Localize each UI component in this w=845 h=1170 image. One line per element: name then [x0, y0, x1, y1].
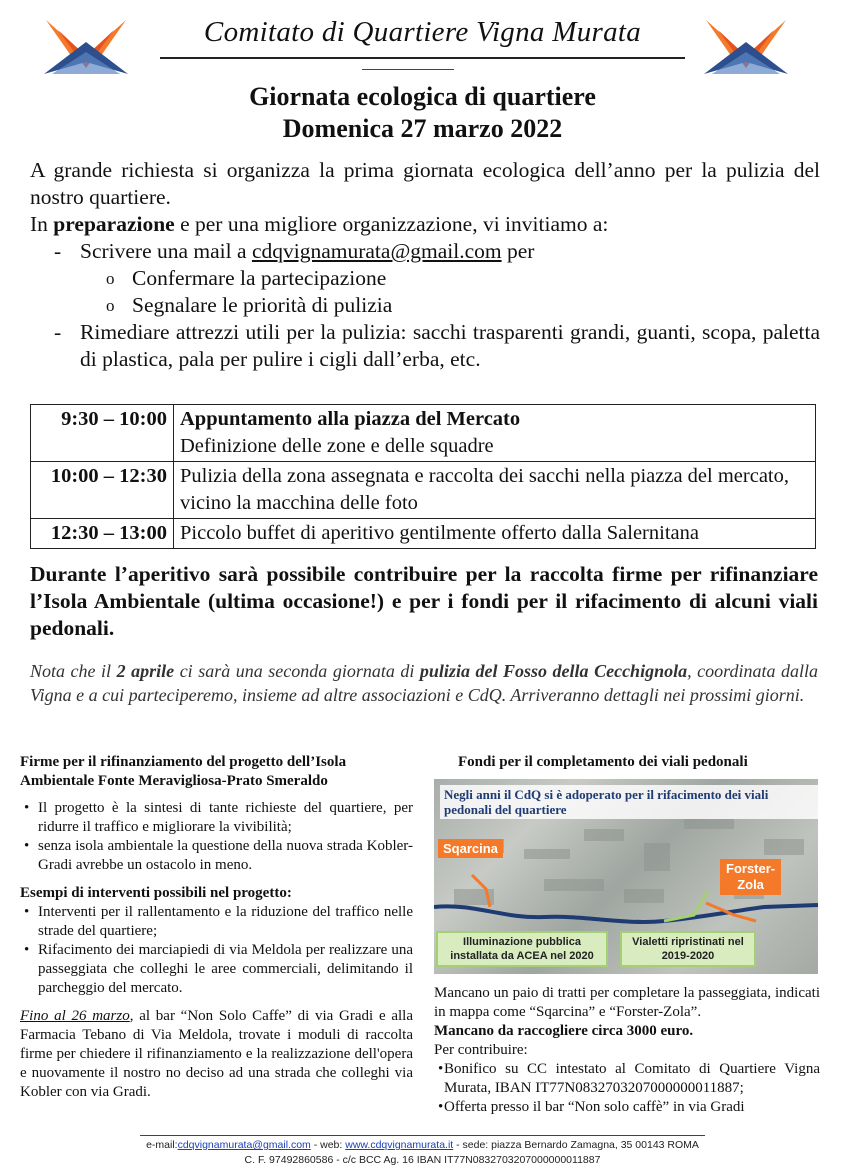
right-logo-icon [704, 16, 788, 76]
footer-divider [140, 1135, 705, 1136]
label-vialetti: Vialetti ripristinati nel 2019-2020 [620, 931, 756, 967]
left-logo-icon [44, 16, 128, 76]
organization-title: Comitato di Quartiere Vigna Murata [203, 16, 642, 48]
examples-heading: Esempi di interventi possibili nel progetto: [20, 885, 292, 901]
intro-paragraph: A grande richiesta si organizza la prima giornata ecologica dell’anno per la pulizia del nostro quartiere. [30, 158, 820, 209]
label-illuminazione: Illuminazione pubblica installata da ACEA nel 2020 [436, 931, 608, 967]
activity-cell: Pulizia della zona assegnata e raccolta dei sacchi nella piazza del mercato, vicino la macchina delle foto [174, 462, 816, 519]
table-row [31, 462, 816, 519]
prep-suffix: e per una migliore organizzazione, vi invitiamo a: [174, 212, 609, 236]
email-link[interactable]: cdqvignamurata@gmail.com [251, 239, 502, 263]
label-forster-zola: Forster- Zola [720, 859, 781, 895]
examples-bullets [20, 903, 413, 998]
header-divider [160, 57, 685, 59]
closing-paragraph [20, 1007, 413, 1102]
event-title: Giornata ecologica di quartiere [249, 82, 596, 111]
table-row [31, 405, 816, 462]
closing-text: , al bar “Non Solo Caffe” di via Gradi e alla Farmacia Tebano di Via Meldola, trovate i moduli di raccolta firme per chiedere il rifinanziamento e la realizzazione dell'opera e nuovamente il nostro no deciso ad una strada che colleghi via Kobler con via Gradi. [20, 1008, 413, 1100]
petition-bullets [20, 799, 413, 875]
contribute-label: Per contribuire: [434, 1042, 528, 1058]
email-prefix: Scrivere una mail a [80, 239, 252, 263]
prep-prefix: In [30, 212, 54, 236]
header-short-divider [362, 69, 454, 70]
list-item: • Il progetto è la sintesi di tante richieste del quartiere, per ridurre il traffico e migliorare la vivibilità; [20, 799, 413, 837]
tools-text: Rimediare attrezzi utili per la pulizia: sacchi trasparenti grandi, guanti, scopa, paletta di plastica, pala per pulire i cigli dall’erba, etc. [80, 320, 820, 371]
sub-item-label: Confermare la partecipazione [132, 266, 387, 290]
right-text [434, 984, 820, 1117]
missing-sections-text: Mancano un paio di tratti per completare la passeggiata, indicati in mappa come “Sqarcina” e “Forster-Zola”. [434, 985, 820, 1020]
map-caption: Negli anni il CdQ si è adoperato per il rifacimento dei viali pedonali del quartiere [440, 785, 818, 819]
footer-line1 [0, 1139, 845, 1151]
time-cell: 10:00 – 12:30 [31, 462, 174, 519]
sub-item-priorities: o Segnalare le priorità di pulizia [106, 293, 393, 317]
time-cell: 9:30 – 10:00 [31, 405, 174, 462]
footer-email-label: e-mail: [146, 1139, 178, 1151]
sub-item-label: Segnalare le priorità di pulizia [132, 293, 393, 317]
activity-cell: Piccolo buffet di aperitivo gentilmente offerto dalla Salernitana [174, 519, 816, 549]
note-paragraph [30, 659, 818, 707]
funds-needed: Mancano da raccogliere circa 3000 euro. [434, 1023, 694, 1039]
list-item-tools: - Rimediare attrezzi utili per la pulizia: sacchi trasparenti grandi, guanti, scopa, paletta di plastica, pala per pulire i cigli dall’erba, etc. [54, 320, 820, 371]
note-part: , coordinata dalla Vigna e a cui parteciperemo, insieme ad altre associazioni e CdQ. Arriveranno dettagli nei prossimi giorni. [30, 661, 818, 705]
table-row [31, 519, 816, 549]
sub-item-confirm: o Confermare la partecipazione [106, 266, 387, 290]
list-item-email: - Scrivere una mail a cdqvignamurata@gmail.com per [54, 239, 535, 263]
note-date: 2 aprile [116, 661, 175, 681]
list-item: • Bonifico su CC intestato al Comitato di Quartiere Vigna Murata, IBAN IT77N0832703207000000011887; [434, 1060, 820, 1098]
email-suffix: per [501, 239, 535, 263]
deadline-date: Fino al 26 marzo [20, 1008, 130, 1024]
list-item: • Offerta presso il bar “Non solo caffè” in via Gradi [434, 1098, 820, 1117]
list-item: • senza isola ambientale la questione della nuova strada Kobler-Gradi avrebbe un ostacolo in meno. [20, 837, 413, 875]
activity-detail: Definizione delle zone e delle squadre [180, 435, 494, 457]
note-part: ci sarà una seconda giornata di [174, 661, 420, 681]
left-column [20, 753, 413, 1102]
footer-web-link[interactable]: www.cdqvignamurata.it [345, 1139, 454, 1151]
activity-cell [174, 405, 816, 462]
preparation-line [30, 211, 820, 238]
list-item: • Interventi per il rallentamento e la riduzione del traffico nelle strade del quartiere; [20, 903, 413, 941]
funds-heading: Fondi per il completamento dei viali pedonali [458, 754, 748, 770]
aerial-map-image [434, 779, 818, 974]
footer-address: - sede: piazza Bernardo Zamagna, 35 00143 ROMA [453, 1139, 699, 1151]
petition-heading: Firme per il rifinanziamento del progetto dell’Isola Ambientale Fonte Meravigliosa-Prato Smeraldo [20, 754, 347, 789]
footer-web-label: - web: [310, 1139, 346, 1151]
note-event: pulizia del Fosso della Cecchignola [419, 661, 688, 681]
intro-section [30, 157, 820, 373]
footer-line2: C. F. 97492860586 - c/c BCC Ag. 16 IBAN IT77N0832703207000000011887 [244, 1154, 601, 1166]
label-sqarcina: Sqarcina [438, 839, 503, 858]
contribute-bullets [434, 1060, 820, 1117]
time-cell: 12:30 – 13:00 [31, 519, 174, 549]
activity-title: Appuntamento alla piazza del Mercato [180, 408, 521, 430]
footer-email-link[interactable]: cdqvignamurata@gmail.com [177, 1139, 311, 1151]
event-date: Domenica 27 marzo 2022 [282, 114, 563, 143]
note-part: Nota che il [30, 661, 117, 681]
aperitivo-paragraph: Durante l’aperitivo sarà possibile contribuire per la raccolta firme per rifinanziare l’Isola Ambientale (ultima occasione!) e per i fondi per il rifacimento di alcuni viali pedonali. [30, 562, 818, 640]
prep-bold: preparazione [53, 212, 175, 236]
list-item: • Rifacimento dei marciapiedi di via Meldola per realizzare una passeggiata che colleghi le aree commerciali, delimitando il parcheggio del mercato. [20, 941, 413, 998]
schedule-table [30, 404, 816, 549]
